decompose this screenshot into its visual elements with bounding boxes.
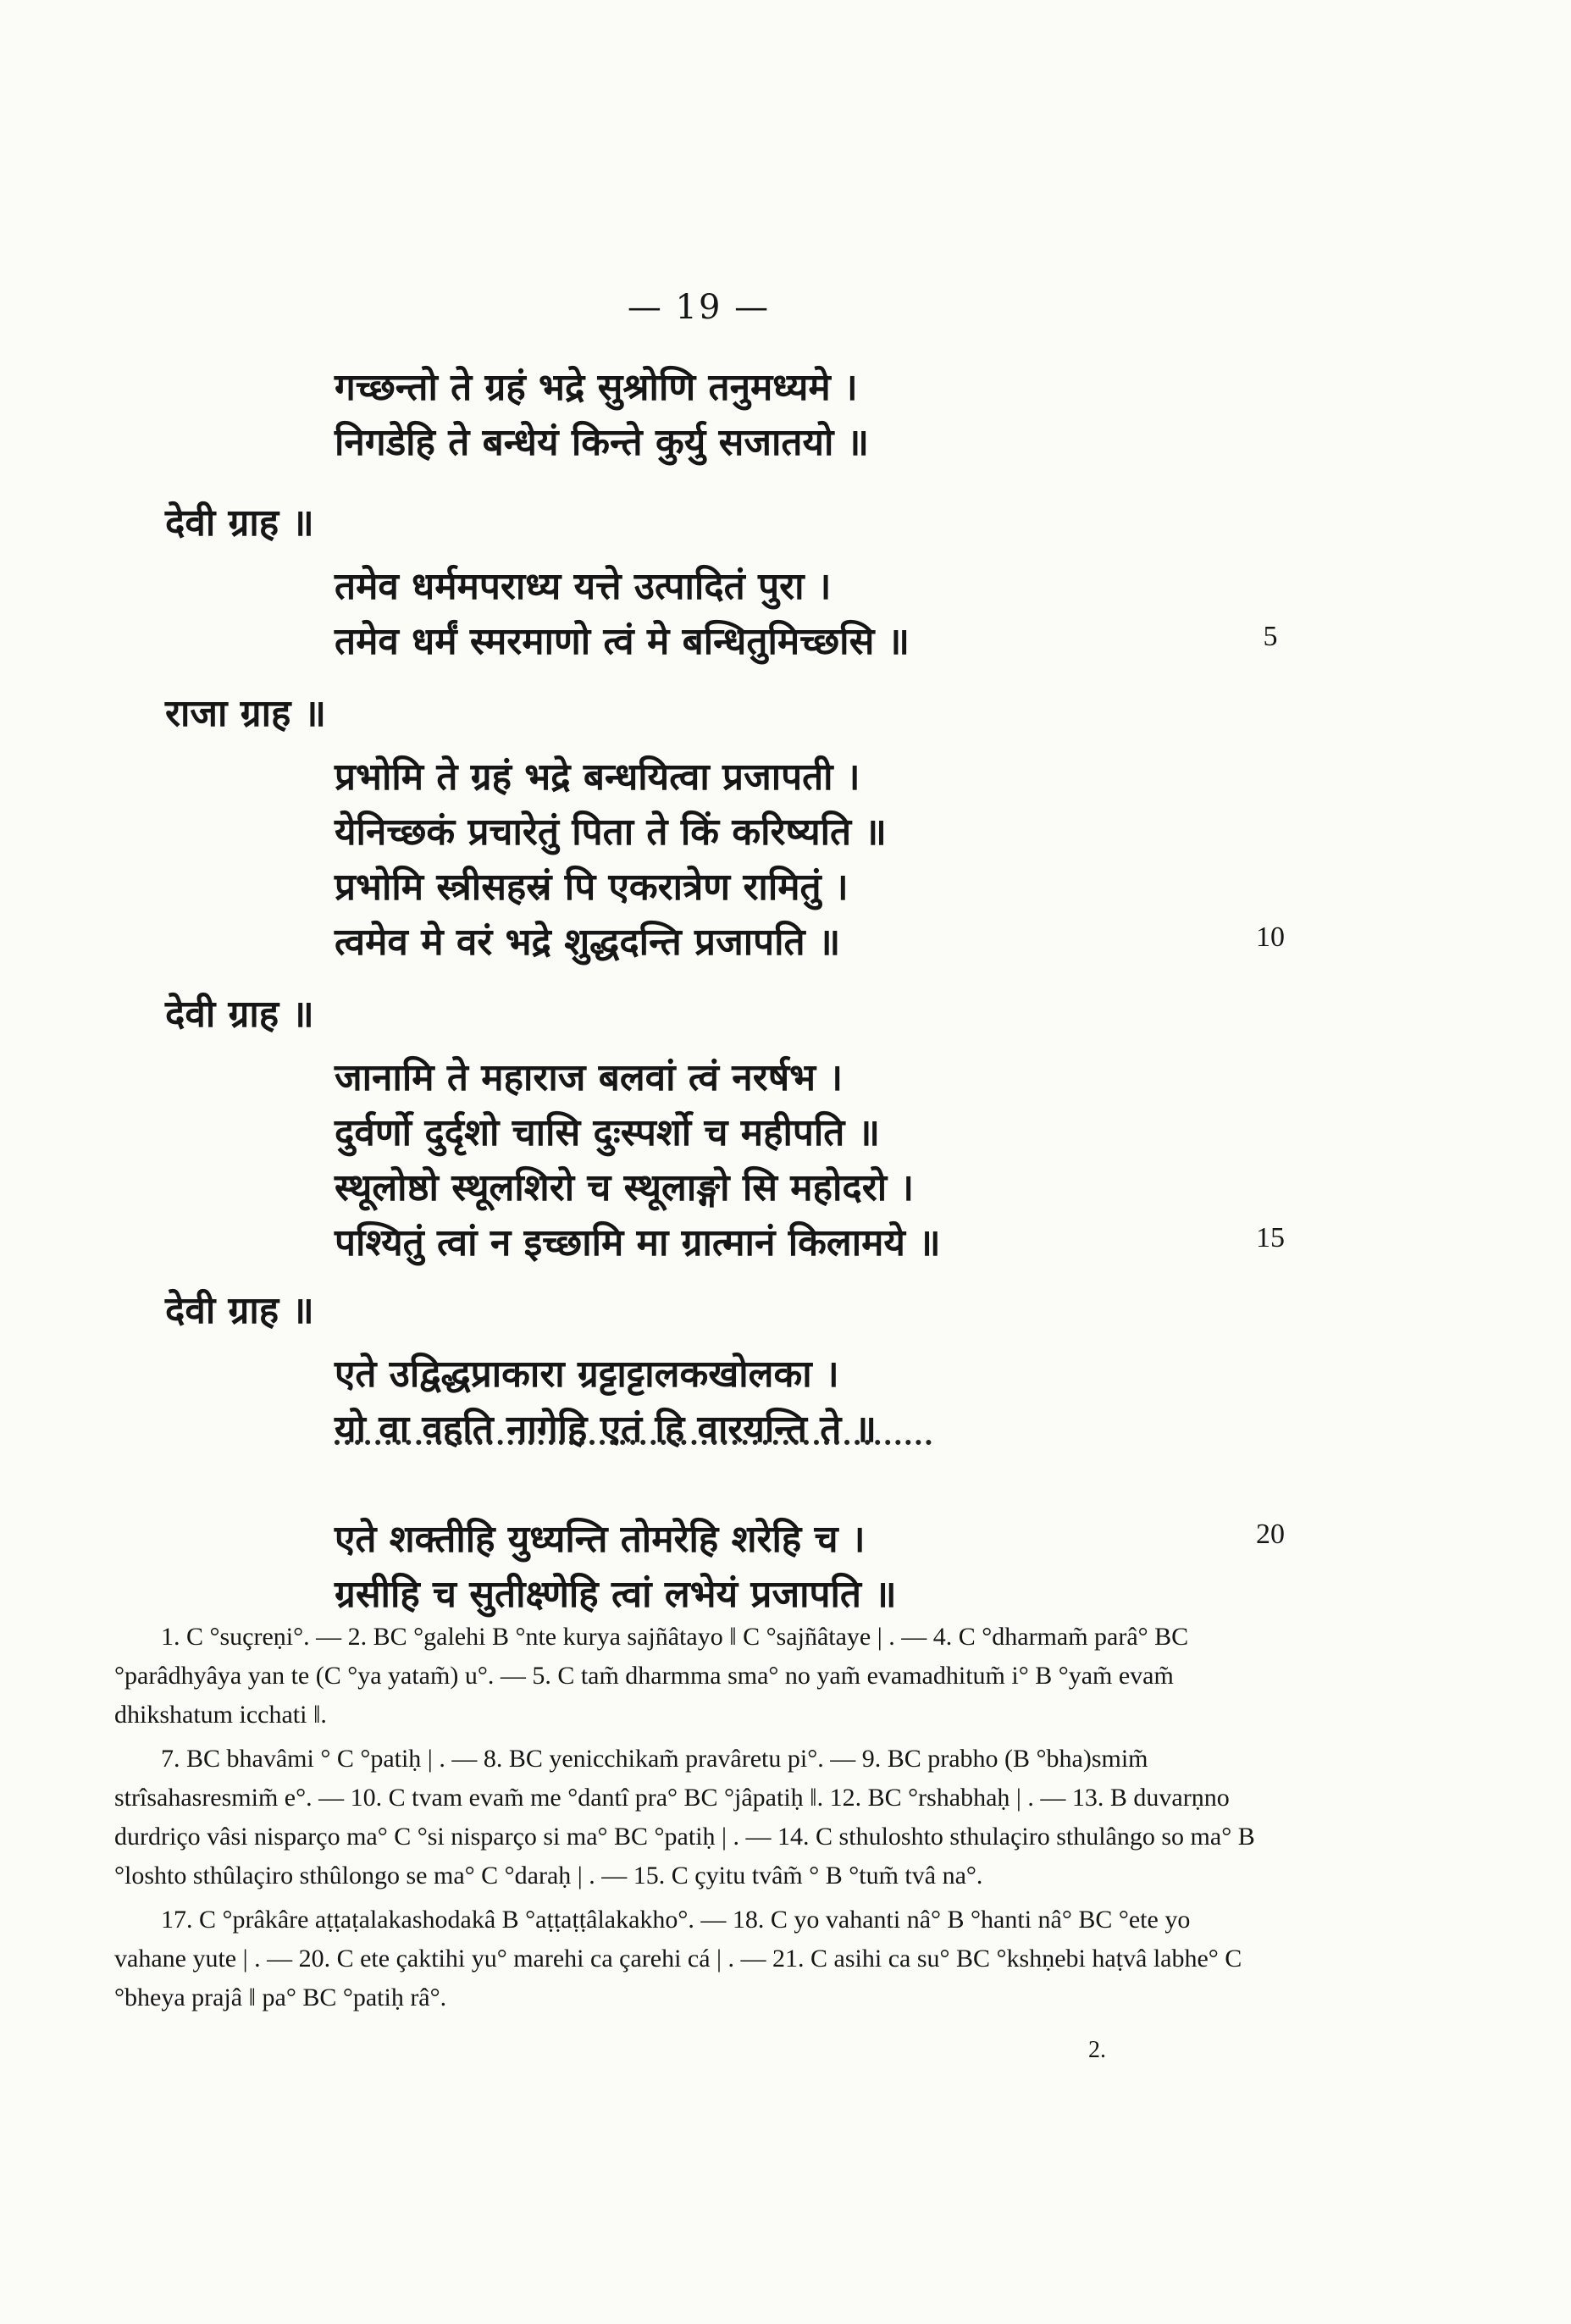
footnote-para: 17. C °prâkâre aṭṭaṭalakashodakâ B °aṭṭaṭṭâlakakho°. — 18. C yo vahanti nâ° B °hanti nâ° BC °ete yo vahane yute | . — 20. C ete çaktihi yu° marehi ca çarehi cá | . — 21. C asihi ca su° BC °kshṇebi haṭvâ labhe° C °bheya prajâ ‖ pa° BC °patiḥ râ°. (114, 1906, 1242, 2011)
verse-line: गच्छन्तो ते ग्रहं भद्रे सुश्रोणि तनुमध्यमे । (335, 366, 858, 409)
verse-line: पश्यितुं त्वां न इच्छामि मा ग्रात्मानं किलामये ॥ (335, 1221, 941, 1264)
footnote-para: 7. BC bhavâmi ° C °patiḥ | . — 8. BC yenicchikam̃ pravâretu pi°. — 9. BC prabho (B °bha)smim̃ strîsahasresmim̃ e°. — 10. C tvam evam̃ me °dantî pra° BC °jâpatiḥ ‖. 12. BC °rshabhaḥ | . — 13. B duvarṇno durdriço vâsi nisparço ma° C °si nisparço si ma° BC °patiḥ | . — 14. C sthuloshto sthulaçiro sthulângo so ma° B °loshto sthûlaçiro sthûlongo se ma° C °daraḥ | . — 15. C çyitu tvâm̃ ° B °tum̃ tvâ na°. (114, 1745, 1255, 1890)
footnotes (114, 1618, 1266, 2022)
line-number: 20 (1256, 1519, 1285, 1550)
verse-line: एते उद्विद्धप्राकारा ग्रट्टाट्टालकखोलका । (335, 1353, 839, 1396)
verse-line: निगडेहि ते बन्धेयं किन्ते कुर्यु सजातयो ॥ (335, 421, 870, 464)
page-number: — 19 — (627, 288, 771, 327)
line-number: 15 (1256, 1222, 1285, 1253)
line-number: 5 (1263, 621, 1278, 652)
verse-line: एते शक्तीहि युध्यन्ति तोमरेहि शरेहि च । (335, 1518, 866, 1561)
verse-line: ग्रसीहि च सुतीक्ष्णेहि त्वां लभेयं प्रजापति ॥ (335, 1573, 897, 1616)
verse-line: तमेव धर्ममपराध्य यत्ते उत्पादितं पुरा । (335, 565, 832, 608)
verse-line: स्थूलोष्ठो स्थूलशिरो च स्थूलाङ्गो सि महोदरो । (335, 1166, 915, 1209)
verse-line: येनिच्छकं प्रचारेतुं पिता ते किं करिष्यति ॥ (335, 811, 887, 854)
verse-line: प्रभोमि स्त्रीसहस्रं पि एकरात्रेण रामितुं । (335, 866, 849, 909)
verse-line: तमेव धर्मं स्मरमाणो त्वं मे बन्धितुमिच्छसि ॥ (335, 620, 910, 663)
speaker-heading: देवी ग्राह ॥ (165, 1289, 314, 1332)
verse-line: दुर्वर्णो दुर्दृशो चासि दुःस्पर्शो च महीपति ॥ (335, 1111, 880, 1154)
speaker-heading: राजा ग्राह ॥ (165, 692, 327, 735)
verse-line: यो वा वहति नागेहि एतं हि वारयन्ति ते ॥ (335, 1408, 877, 1451)
verse-line: त्वमेव मे वरं भद्रे शुद्धदन्ति प्रजापति ॥ (335, 921, 841, 964)
signature-mark: 2. (1088, 2037, 1106, 2063)
footnote-para: 1. C °suçreṇi°. — 2. BC °galehi B °nte kurya sajñâtayo ‖ C °sajñâtaye | . — 4. C °dharmam̃ parâ° BC °parâdhyâya yan te (C °ya yatam̃) u°. — 5. C tam̃ dharmma sma° no yam̃ evamadhitum̃ i° B °yam̃ evam̃ dhikshatum icchati ‖. (114, 1623, 1189, 1729)
speaker-heading: देवी ग्राह ॥ (165, 501, 314, 545)
ellipsis-dots (335, 1440, 932, 1445)
speaker-heading: देवी ग्राह ॥ (165, 993, 314, 1036)
verse-line: प्रभोमि ते ग्रहं भद्रे बन्धयित्वा प्रजापती । (335, 755, 860, 799)
verse-line: जानामि ते महाराज बलवां त्वं नरर्षभ । (335, 1056, 844, 1099)
line-number: 10 (1256, 921, 1285, 953)
